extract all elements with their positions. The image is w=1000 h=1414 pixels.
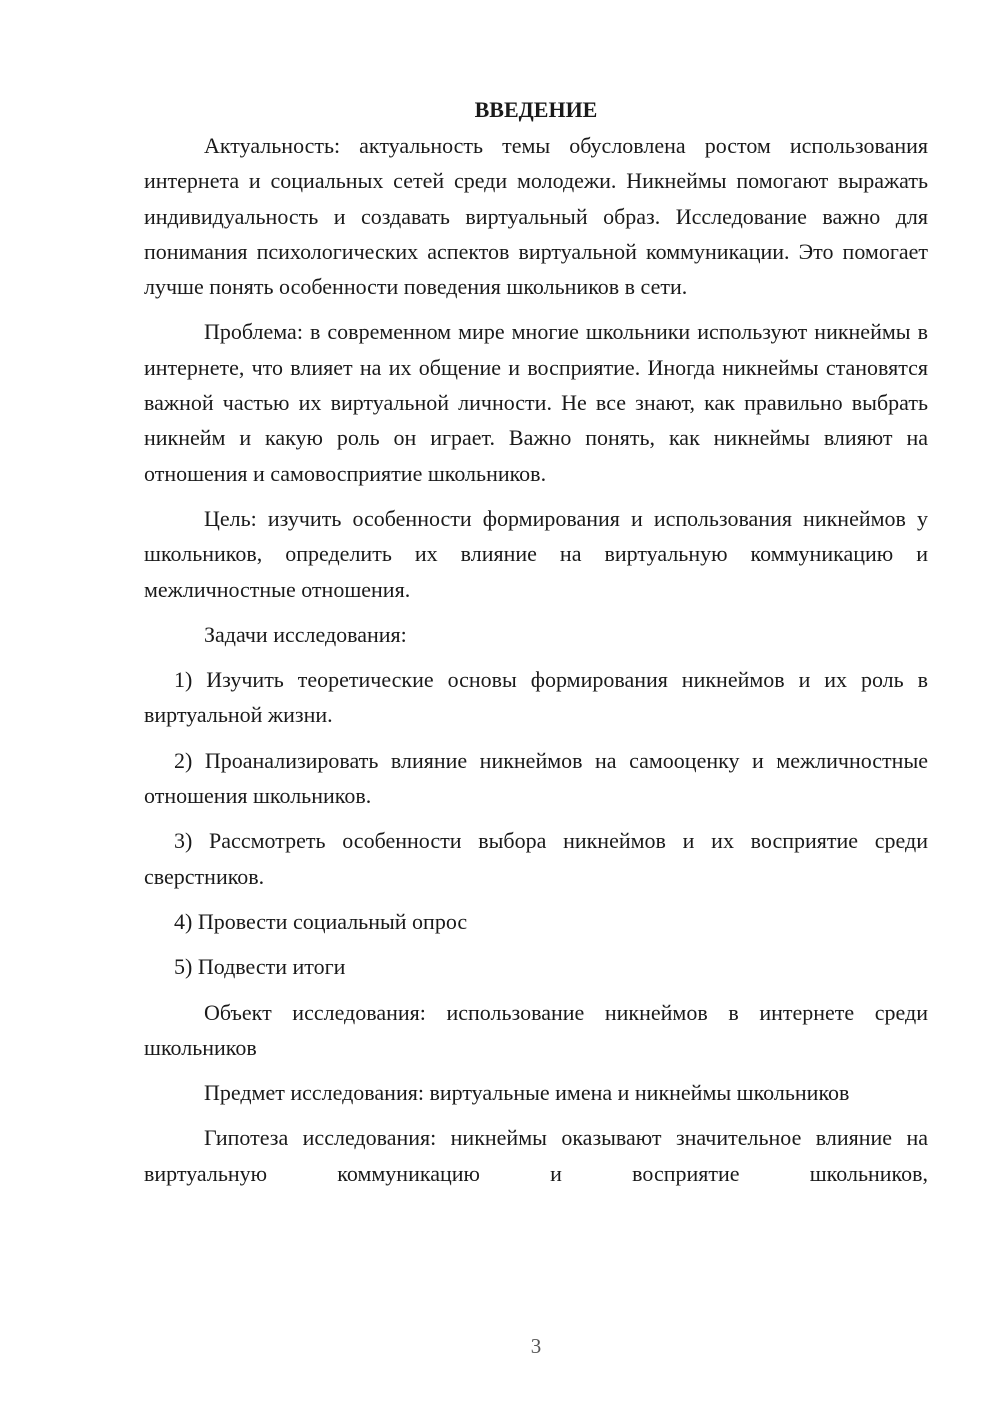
task-item-3: 3) Рассмотреть особенности выбора никнеймов и их восприятие среди сверстников. [144, 828, 928, 889]
problem-paragraph: Проблема: в современном мире многие школьники используют никнеймы в интернете, что влияет на их общение и восприятие. Иногда никнеймы становятся важной частью их виртуальной личности. Не все знают, как правильно выбрать никнейм и какую роль он играет. Важно понять, как никнеймы влияют на отношения и самовосприятие школьников. [144, 319, 928, 486]
task-item-4: 4) Провести социальный опрос [174, 908, 468, 934]
task-item-1: 1) Изучить теоретические основы формирования никнеймов и их роль в виртуальной жизни. [144, 667, 928, 728]
section-heading: ВВЕДЕНИЕ [474, 97, 598, 122]
hypothesis-paragraph: Гипотеза исследования: никнеймы оказывают значительное влияние на виртуальную коммуникацию и восприятие школьников, [144, 1125, 928, 1186]
task-item-5: 5) Подвести итоги [174, 954, 346, 980]
task-item-2: 2) Проанализировать влияние никнеймов на самооценку и межличностные отношения школьников. [144, 747, 928, 809]
document-page [144, 92, 928, 1201]
tasks-title: Задачи исследования: [204, 621, 407, 647]
page-number: 3 [530, 1334, 542, 1358]
subject-paragraph: Предмет исследования: виртуальные имена и никнеймы школьников [204, 1080, 850, 1106]
relevance-paragraph: Актуальность: актуальность темы обусловлена ростом использования интернета и социальных сетей среди молодежи. Никнеймы помогают выражать индивидуальность и создавать виртуальный образ. Исследование важно для понимания психологических аспектов виртуальной коммуникации. Это помогает лучше понять особенности поведения школьников в сети. [144, 133, 928, 300]
goal-paragraph: Цель: изучить особенности формирования и использования никнеймов у школьников, определить их влияние на виртуальную коммуникацию и межличностные отношения. [144, 505, 928, 602]
object-paragraph: Объект исследования: использование никнеймов в интернете среди школьников [144, 999, 928, 1060]
